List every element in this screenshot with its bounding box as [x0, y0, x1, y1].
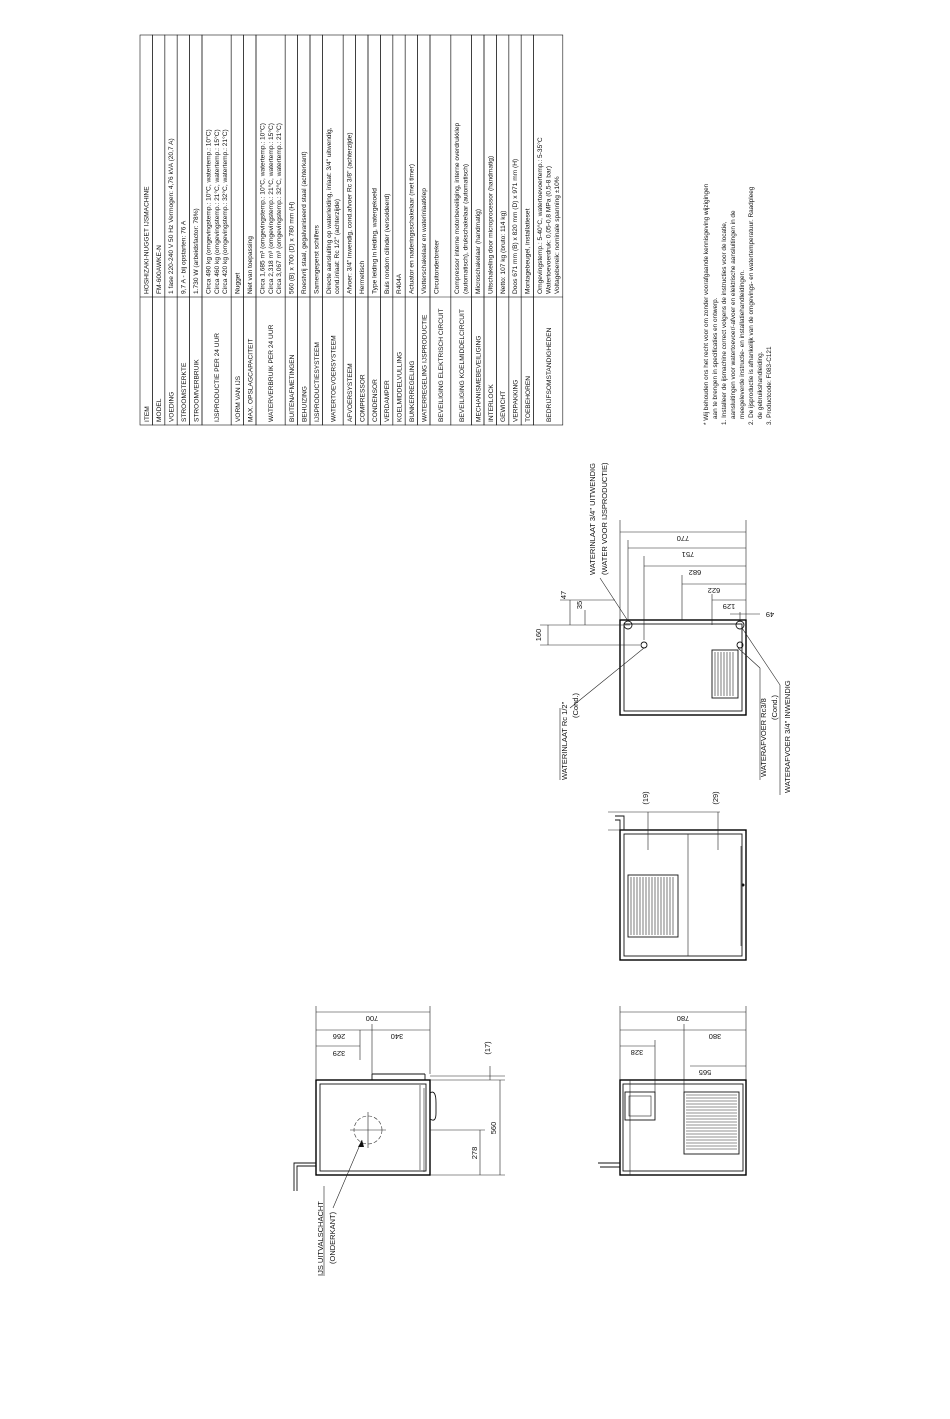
spec-value: 1 fase 220-240 V 50 Hz Vermogen: 4,76 kVA (20,7 A) — [168, 138, 176, 294]
spec-label: BEDRIJFSOMSTANDIGHEDEN — [545, 327, 553, 422]
spec-value: Type leiding in leiding, watergekoeld — [371, 188, 379, 294]
ice-chute-label: IJS UITVALSCHACHT — [316, 1201, 325, 1276]
spec-label: BEVEILIGING ELEKTRISCH CIRCUIT — [438, 308, 445, 422]
spec-value: Roestvrij staal, gegalvaniseerd staal (achterkant) — [301, 151, 308, 294]
dim-29: (29) — [711, 791, 720, 805]
spec-value: (automatisch), drukschakelaar (automatisch) — [462, 163, 470, 294]
spec-value: Hermetisch — [359, 260, 366, 294]
spec-value: Actuator en naderingsschakelaar (met timer) — [408, 163, 416, 294]
cond-drain-sublabel: (Cond.) — [770, 694, 779, 720]
spec-label: VERDAMPER — [384, 380, 392, 422]
spec-label: STROOMSTERKTE — [181, 362, 188, 422]
spec-value: Niet van toepassing — [247, 236, 254, 294]
note-line: meegeleverde instructie- en installatiehandleidingen. — [739, 270, 746, 419]
spec-value: Directe aansluiting op waterleiding, inlaat: 3/4" uitwendig, — [325, 127, 333, 294]
spec-label: INTERLOCK — [487, 384, 495, 422]
spec-value: Circa 3,067 m³ (omgevingstemp.: 32°C, watertemp.: 21°C) — [276, 123, 284, 294]
spec-value: Circa 490 kg (omgevingstemp.: 10°C, watertemp.: 10°C) — [205, 129, 213, 294]
spec-value: Samengeperst schilfers — [313, 225, 321, 294]
side-view-drawing — [608, 812, 746, 960]
front-view-drawing — [598, 1006, 746, 1175]
spec-value: Circa 1,685 m³ (omgevingstemp.: 10°C, watertemp.: 10°C) — [259, 123, 267, 294]
spec-label: BUNKERREGELING — [409, 360, 416, 422]
spec-label: KOELMIDDELVULLING — [396, 351, 404, 422]
spec-value: Voltagebereik: nominale spanning ±10% — [553, 176, 561, 294]
drain-label: WATERAFVOER 3/4" INWENDIG — [783, 680, 792, 793]
spec-value: Uitschakeling door microprocessor (handmatig) — [487, 155, 495, 294]
dim-49: 49 — [765, 610, 775, 619]
note-line: 1. Installeer de ijsmachine correct volgens de instructies voor de locatie, — [721, 221, 728, 425]
spec-label: GEWICHT — [500, 390, 508, 422]
note-line: aan te brengen in specificaties en ontwerp. — [712, 297, 719, 419]
dim-278: 278 — [470, 1146, 479, 1160]
spec-value: Doos 671 mm (B) x 820 mm (D) x 971 mm (H) — [512, 158, 520, 294]
dim-47: 47 — [559, 590, 568, 600]
dim-700: 700 — [365, 1014, 379, 1023]
spec-value: Circa 460 kg (omgevingstemp.: 21°C, watertemp.: 15°C) — [213, 129, 221, 294]
spec-label: ITEM — [143, 406, 151, 422]
dim-565: 565 — [698, 1068, 712, 1077]
top-view-drawing — [294, 1006, 505, 1276]
spec-value: R404A — [396, 273, 404, 294]
dim-35: 35 — [575, 600, 584, 610]
dim-19: (19) — [641, 791, 650, 805]
spec-label: BEVEILIGING KOELMIDDELCIRCUIT — [458, 309, 466, 422]
spec-value: FM-600AWKE-N — [155, 245, 163, 294]
note-line: de gebruikshandleiding. — [757, 351, 764, 419]
spec-label: BUITENAFMETINGEN — [289, 354, 296, 422]
spec-label: CONDENSOR — [371, 379, 379, 422]
inlet-sublabel: (WATER VOOR IJSPRODUCTIE) — [600, 462, 609, 575]
ice-chute-sublabel: (ONDERKANT) — [328, 1211, 337, 1264]
cond-inlet-label: WATERINLAAT Rc 1/2" — [560, 701, 569, 780]
spec-label: TOEBEHOREN — [525, 375, 532, 422]
spec-label: IJSPRODUCTIESYSTEEM — [313, 342, 321, 422]
dim-328: 328 — [630, 1048, 644, 1057]
inlet-label: WATERINLAAT 3/4" UITWENDIG — [588, 463, 597, 575]
dim-380: 380 — [708, 1032, 722, 1041]
spec-value: HOSHIZAKI-NUGGET IJSMACHINE — [143, 186, 151, 294]
spec-table — [140, 35, 563, 425]
spec-label: STROOMVERBRUIK — [193, 359, 201, 422]
note-line: * Wij behouden ons het recht voor om zonder voorafgaande kennisgeving wijzigingen — [703, 183, 710, 425]
spec-value: Nugget — [234, 272, 242, 294]
dim-160: 160 — [534, 628, 543, 642]
cond-drain-label: WATERAFVOER Rc3/8 — [759, 698, 768, 777]
dim-129: 129 — [722, 602, 736, 611]
svg-text:* Wij behouden ons het recht v — [703, 183, 773, 425]
dim-17: (17) — [483, 1041, 492, 1055]
spec-label: WATERREGELING IJSPRODUCTIE — [421, 314, 429, 422]
spec-value: 560 (B) x 700 (D) x 780 mm (H) — [288, 201, 296, 294]
spec-value: Compressor interne motorbeveiliging, interne overdrukklep — [454, 122, 462, 294]
spec-label: MECHANISMEBEVEILIGING — [475, 335, 483, 422]
dim-682: 682 — [688, 568, 702, 577]
note-line: aansluitingen voor watertoevoer/-afvoer en elektrische aansluitingen in de — [730, 210, 737, 419]
cond-inlet-sublabel: (Cond.) — [571, 692, 580, 718]
spec-value: Montagebeugel, installatieset — [524, 208, 532, 294]
spec-label: WATERTOEVOERSYSTEEM — [330, 335, 338, 422]
note-line: 2. De ijsproductie is afhankelijk van de omgevings- en watertemperatuur. Raadpleeg — [748, 186, 755, 425]
spec-label: VERPAKKING — [512, 379, 520, 422]
spec-value: Watertoevoerdruk: 0,05-0,8 MPa (0,5-8 bar) — [545, 165, 553, 294]
spec-value: Buis rondom cilinder (versoldeerd) — [383, 193, 391, 294]
dim-329: 329 — [332, 1049, 346, 1058]
dim-560: 560 — [489, 1121, 498, 1135]
spec-value: Netto: 107 kg (bruto: 114 kg) — [499, 210, 507, 294]
dim-266: 266 — [332, 1032, 346, 1041]
spec-value: Circuitonderbreker — [433, 239, 441, 294]
rear-view-drawing — [540, 520, 780, 795]
spec-label: IJSPRODUCTIE PER 24 UUR — [214, 332, 222, 422]
spec-value: Afvoer: 3/4" inwendig, cond.afvoer Rc 3/8" (achterzijde) — [346, 132, 354, 294]
spec-value: Vlotterschakelaar en waterinlaatklep — [421, 188, 428, 294]
dim-780: 780 — [676, 1014, 690, 1023]
spec-value: Circa 2,318 m³ (omgevingstemp.: 21°C, watertemp.: 15°C) — [267, 123, 275, 294]
spec-label: VOEDING — [168, 391, 176, 422]
dim-751: 751 — [681, 550, 695, 559]
spec-value: Circa 420 kg (omgevingstemp.: 32°C, watertemp.: 21°C) — [222, 129, 230, 294]
spec-value: cond.inlaat: Rc 1/2" (achterzijde) — [334, 198, 342, 294]
notes — [703, 183, 773, 425]
dim-340: 340 — [390, 1032, 404, 1041]
spec-label: MAX. OPSLAGCAPACITEIT — [247, 338, 255, 422]
spec-value: 1.730 W (arbeidsfactor: 78%) — [193, 208, 200, 294]
spec-label: COMPRESSOR — [359, 374, 367, 422]
spec-label: AFVOERSYSTEEM — [347, 363, 354, 422]
spec-value: Omgevingstemp.: 5-40°C, watertoevoertemp.: 5-35°C — [537, 137, 544, 294]
spec-label: MODEL — [156, 398, 164, 422]
dim-770: 770 — [676, 534, 690, 543]
note-line: 3. Productcode: F083-C121 — [766, 346, 773, 425]
spec-label: BEHUIZING — [301, 386, 309, 422]
spec-value: 9,7 A - bij opstarten: 76 A — [180, 220, 188, 294]
dim-622: 622 — [707, 586, 721, 595]
spec-value: Microschakelaar (handmatig) — [475, 208, 482, 294]
spec-label: VORM VAN IJS — [235, 375, 242, 422]
spec-label: WATERVERBRUIK PER 24 UUR — [268, 324, 276, 422]
